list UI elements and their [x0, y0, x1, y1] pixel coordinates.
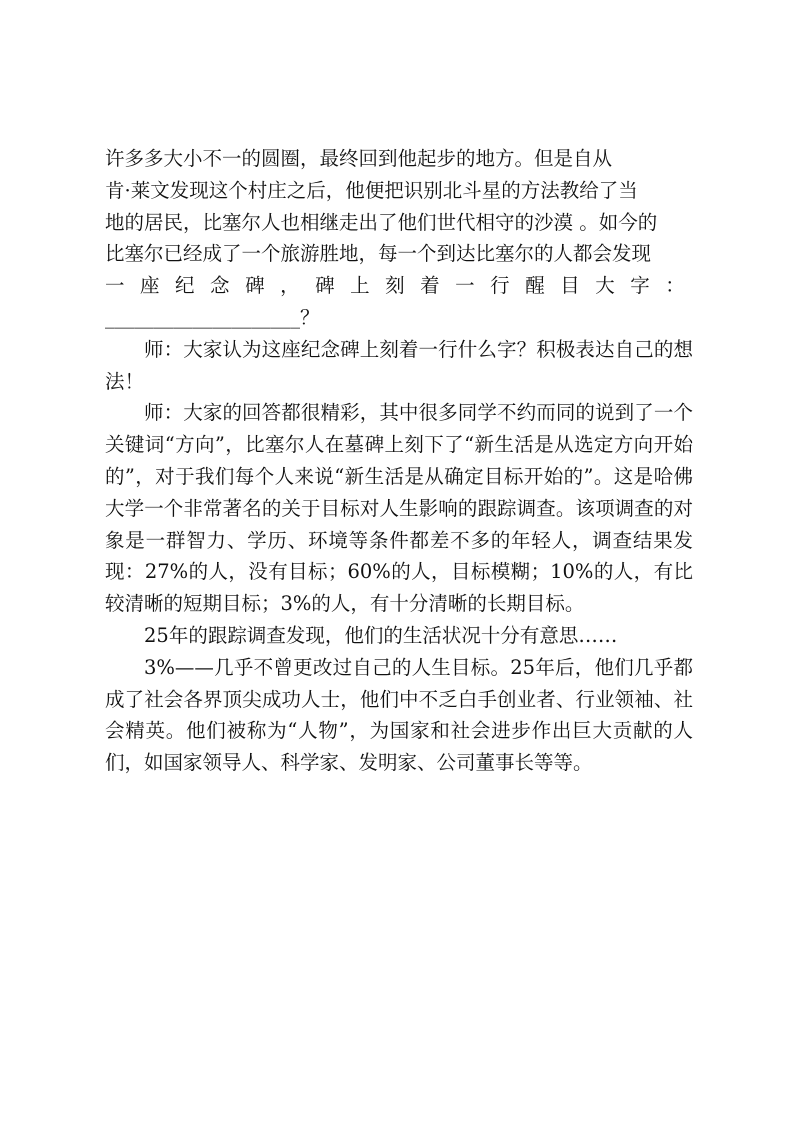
- fill-in-blank: ____________________？: [105, 305, 320, 329]
- spread-char: ，: [280, 274, 300, 298]
- spread-char: 上: [350, 274, 370, 298]
- spread-char: 纪: [175, 274, 195, 298]
- spread-char: 醒: [525, 274, 545, 298]
- paragraph-4: 25年的跟踪调查发现，他们的生活状况十分有意思……: [144, 623, 618, 647]
- spread-char: 念: [210, 274, 230, 298]
- spread-char: 碑: [245, 274, 265, 298]
- spread-char: ：: [665, 274, 685, 298]
- paragraph-3: 师：大家的回答都很精彩，其中很多同学不约而同的说到了一个关键词“方向”，比塞尔人在墓碑上刻下了“新生活是从选定方向开始的”，对于我们每个人来说“新生活是从确定目标开始的”。这是哈佛大学一个非常著名的关于目标对人生影响的跟踪调查。该项调查的对象是一群智力、学历、环境等条件都差不多的年轻人，调查结果发现：27%的人，没有目标；60%的人，目标模糊；10%的人，有比较清晰的短期目标；3%的人，有十分清晰的长期目标。: [105, 401, 693, 616]
- paragraph-1-spread-line: [105, 270, 685, 302]
- document-body: [105, 143, 693, 779]
- paragraph-1-line-3: 地的居民，比塞尔人也相继走出了他们世代相守的沙漠 。如今的: [105, 210, 658, 234]
- paragraph-1-line-2: 肯·莱文发现这个村庄之后，他便把识别北斗星的方法教给了当: [105, 178, 638, 202]
- paragraph-1: [105, 143, 693, 334]
- spread-char: 一: [105, 274, 125, 298]
- spread-char: 目: [560, 274, 580, 298]
- spread-char: 碑: [315, 274, 335, 298]
- paragraph-2: 师：大家认为这座纪念碑上刻着一行什么字？积极表达自己的想法！: [105, 337, 693, 393]
- spread-char: 座: [140, 274, 160, 298]
- spread-char: 着: [420, 274, 440, 298]
- spread-char: 大: [595, 274, 615, 298]
- spread-char: 字: [630, 274, 650, 298]
- paragraph-1-line-1: 许多多大小不一的圆圈，最终回到他起步的地方。但是自从: [105, 147, 613, 170]
- spread-char: 一: [455, 274, 475, 298]
- paragraph-1-line-4: 比塞尔已经成了一个旅游胜地，每一个到达比塞尔的人都会发现: [105, 242, 652, 266]
- paragraph-5: 3%——几乎不曾更改过自己的人生目标。25年后，他们几乎都成了社会各界顶尖成功人士，他们中不乏白手创业者、行业领袖、社会精英。他们被称为“人物”，为国家和社会进步作出巨大贡献的人们，如国家领导人、科学家、发明家、公司董事长等等。: [105, 655, 693, 775]
- spread-char: 行: [490, 274, 510, 298]
- spread-char: 刻: [385, 274, 405, 298]
